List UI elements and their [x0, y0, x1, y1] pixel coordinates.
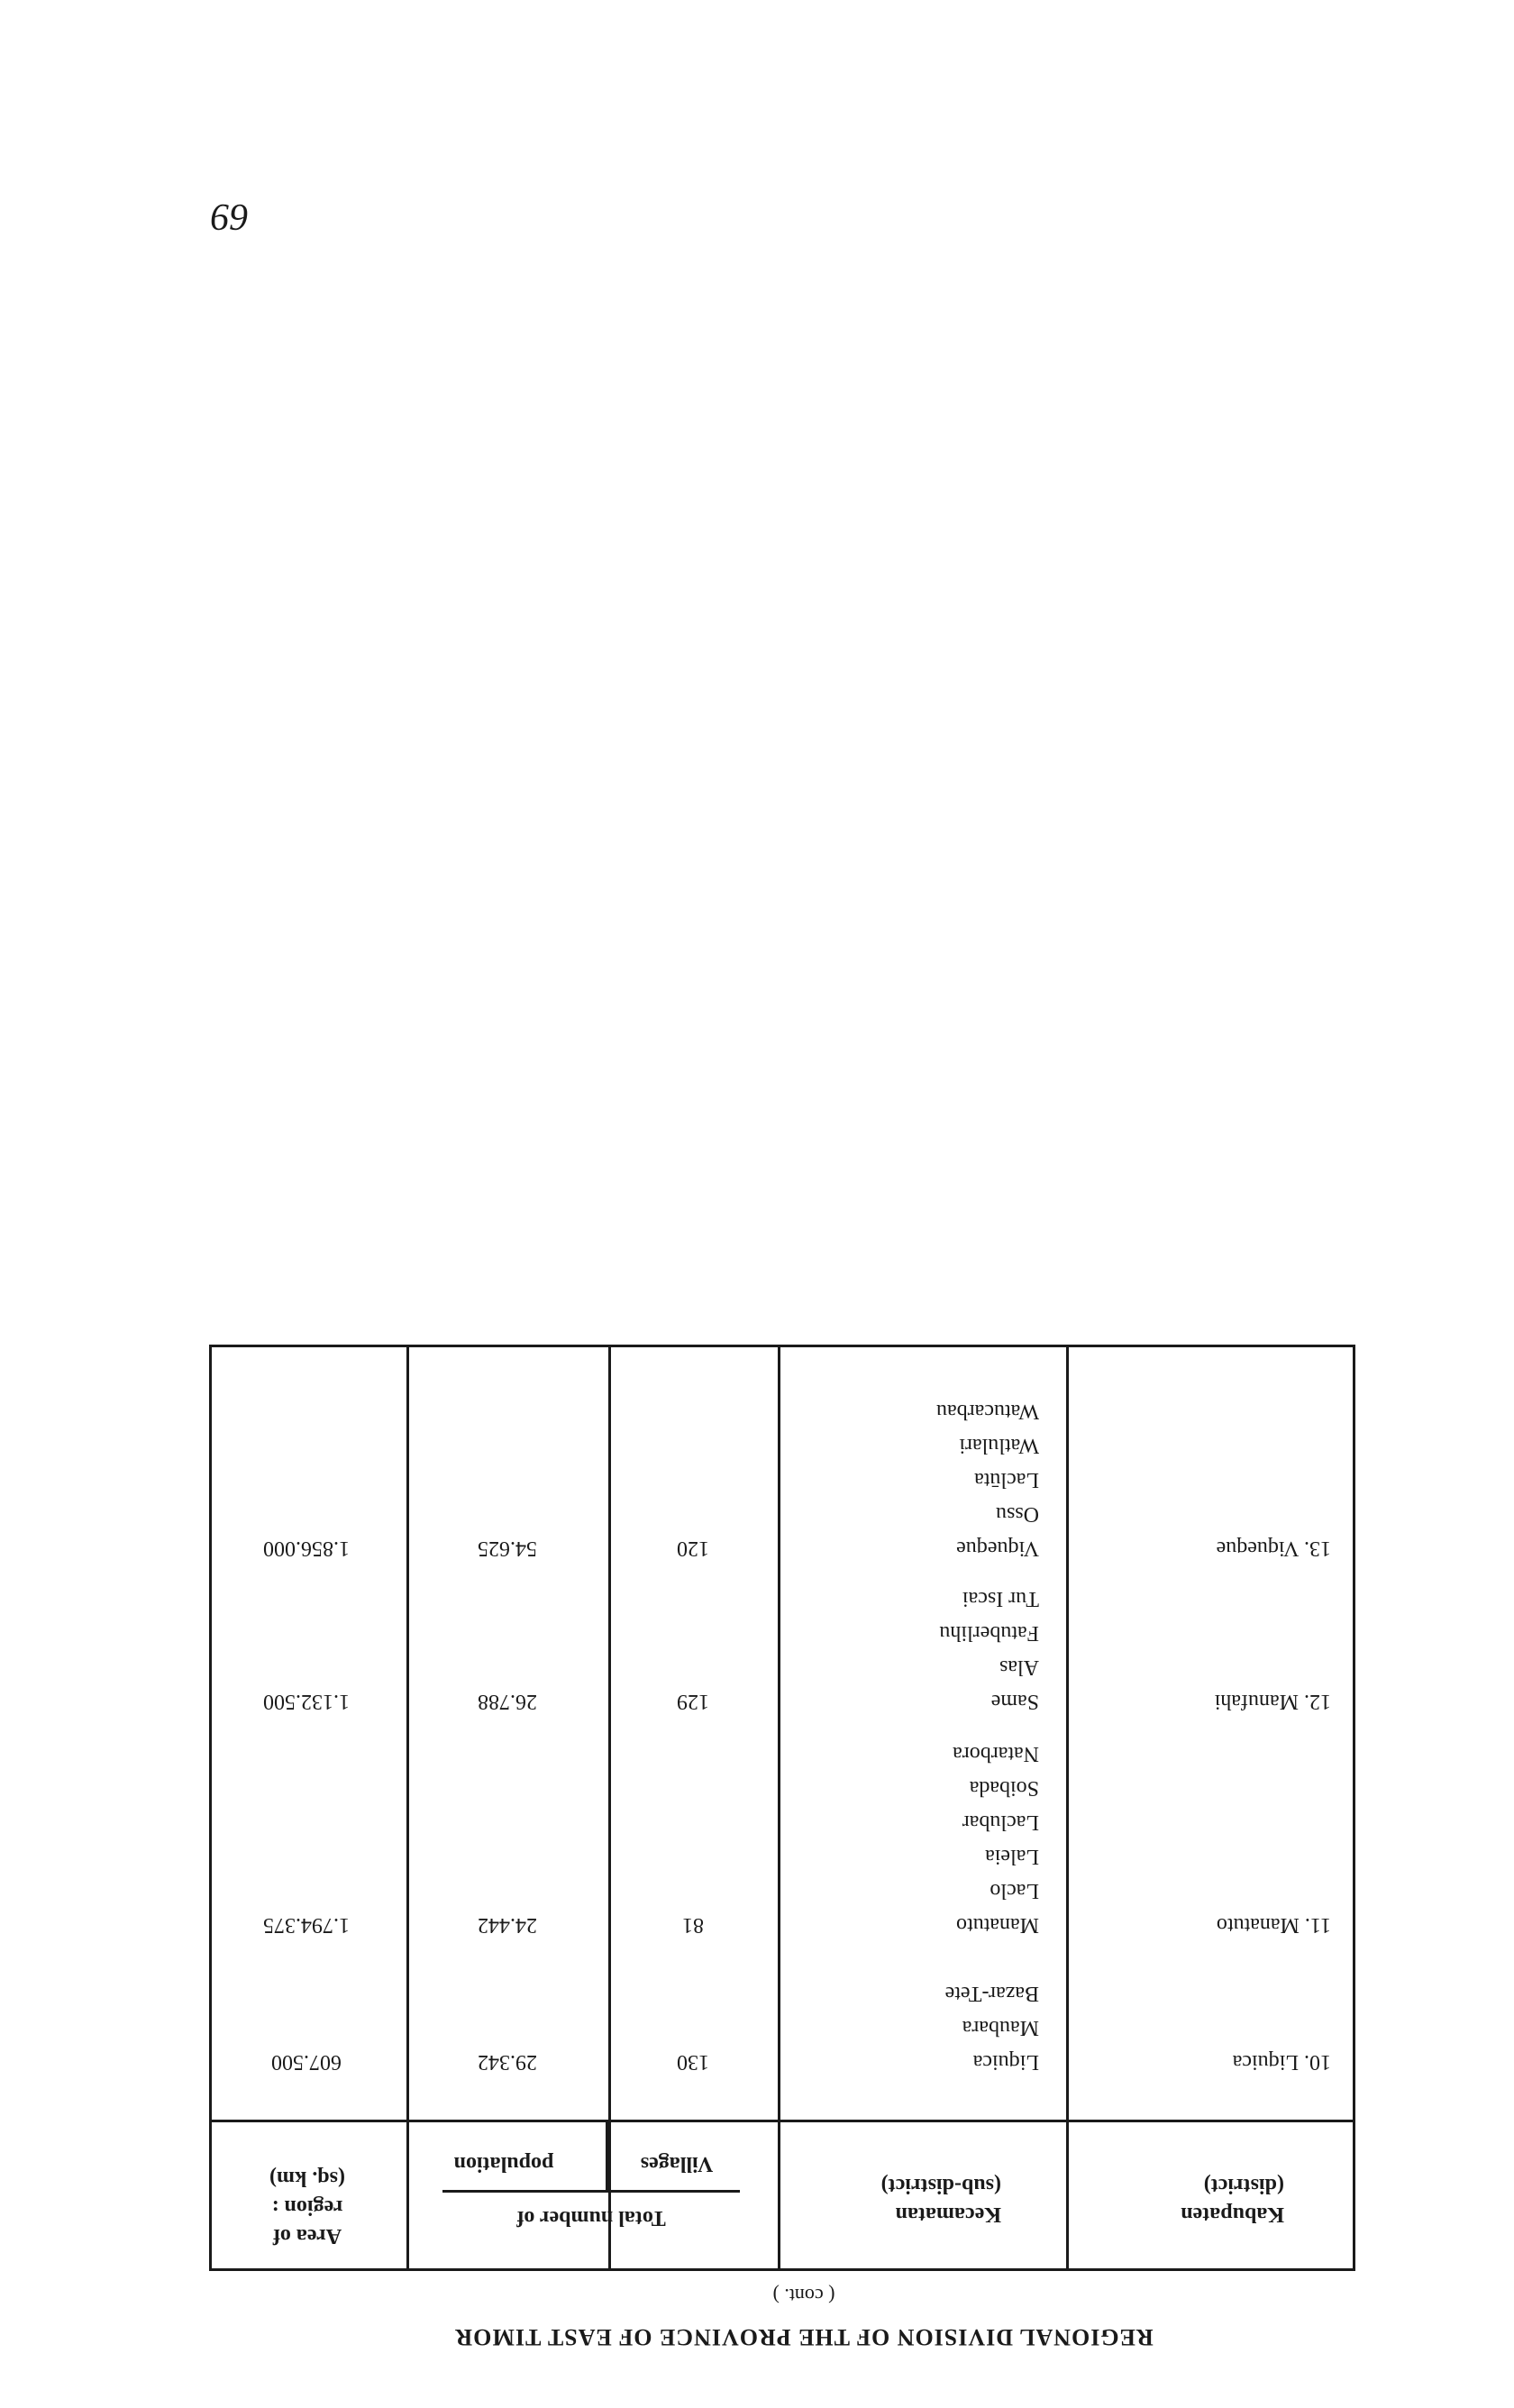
row-liquica-villages: 130 — [677, 2050, 709, 2074]
row-manatuto-villages: 81 — [682, 1913, 704, 1937]
header-kabupaten-label: Kabupaten — [1181, 2203, 1284, 2226]
row-manatuto-district: 11. Manatuto — [1216, 1913, 1331, 1937]
header-total-number: Total number of — [516, 2206, 666, 2230]
subdistrict-item: Laclūta — [974, 1468, 1039, 1491]
header-area-unit: (sq. km) — [269, 2166, 346, 2190]
header-villages: Villages — [640, 2152, 714, 2175]
header-kabupaten — [1068, 2171, 1284, 2229]
row-viqueque-subdistricts — [936, 1394, 1039, 1565]
row-manufahi-area: 1.132.500 — [263, 1690, 350, 1713]
subdistrict-item: Watucarbau — [936, 1400, 1039, 1423]
subdistrict-item: Alas — [999, 1656, 1039, 1679]
subdistrict-item: Same — [990, 1690, 1039, 1713]
row-liquica-district: 10. Liquica — [1232, 2050, 1331, 2074]
subdistrict-item: Maubara — [962, 2016, 1039, 2039]
column-kabupaten — [1066, 1347, 1353, 2268]
subdistrict-item: Laclo — [990, 1879, 1039, 1902]
header-area-label: Area of — [272, 2224, 342, 2248]
subdistrict-item: Laclubar — [962, 1811, 1039, 1834]
row-manatuto-subdistricts — [953, 1737, 1039, 1942]
row-viqueque-villages: 120 — [677, 1537, 709, 1560]
column-area — [206, 1347, 406, 2268]
column-population — [406, 1347, 608, 2268]
header-kecamatan — [785, 2171, 1001, 2229]
row-manufahi-villages: 129 — [677, 1690, 709, 1713]
subdistrict-item: Manatuto — [956, 1913, 1039, 1937]
subdistrict-item: Ossu — [995, 1502, 1039, 1526]
subdistrict-item: Bazar-Tete — [944, 1982, 1039, 2005]
subdistrict-item: Laleia — [985, 1845, 1039, 1868]
regional-division-table — [209, 1345, 1355, 2271]
row-manatuto-population: 24.442 — [478, 1913, 537, 1937]
row-viqueque-district: 13. Viqueque — [1216, 1537, 1331, 1560]
header-population: population — [453, 2152, 554, 2175]
header-kecamatan-label: Kecamatan — [895, 2203, 1001, 2226]
column-villages — [608, 1347, 778, 2268]
row-liquica-population: 29.342 — [478, 2050, 537, 2074]
header-area — [217, 2164, 397, 2250]
header-kabupaten-sublabel: (district) — [1203, 2174, 1284, 2197]
subdistrict-item: Fatuberlihu — [939, 1621, 1039, 1645]
row-manufahi-subdistricts — [939, 1582, 1039, 1719]
subdistrict-item: Liquica — [972, 2050, 1039, 2074]
header-subcolumn-divider — [606, 2122, 608, 2193]
subdistrict-item: Viqueque — [956, 1537, 1039, 1560]
row-liquica-subdistricts — [945, 1976, 1039, 2079]
subdistrict-item: Watlulari — [959, 1434, 1039, 1457]
row-viqueque-area: 1.856.000 — [263, 1537, 350, 1560]
page-number: 69 — [211, 196, 249, 237]
header-total-rule — [442, 2190, 740, 2193]
header-area-label-2: region : — [271, 2195, 343, 2219]
table-subtitle: ( cont. ) — [772, 2285, 835, 2307]
header-kecamatan-sublabel: (sub-district) — [880, 2174, 1001, 2197]
row-manufahi-district: 12. Manufahi — [1214, 1690, 1331, 1713]
table-title: REGIONAL DIVISION OF THE PROVINCE OF EAST TIMOR — [454, 2324, 1154, 2350]
subdistrict-item: Tur Iscai — [962, 1587, 1039, 1610]
row-manatuto-area: 1.794.375 — [263, 1913, 350, 1937]
row-liquica-area: 607.500 — [271, 2050, 342, 2074]
row-viqueque-population: 54.625 — [478, 1537, 537, 1560]
subdistrict-item: Natarbora — [953, 1742, 1039, 1765]
header-divider — [212, 2120, 1353, 2122]
subdistrict-item: Soibada — [969, 1776, 1039, 1800]
row-manufahi-population: 26.788 — [478, 1690, 537, 1713]
